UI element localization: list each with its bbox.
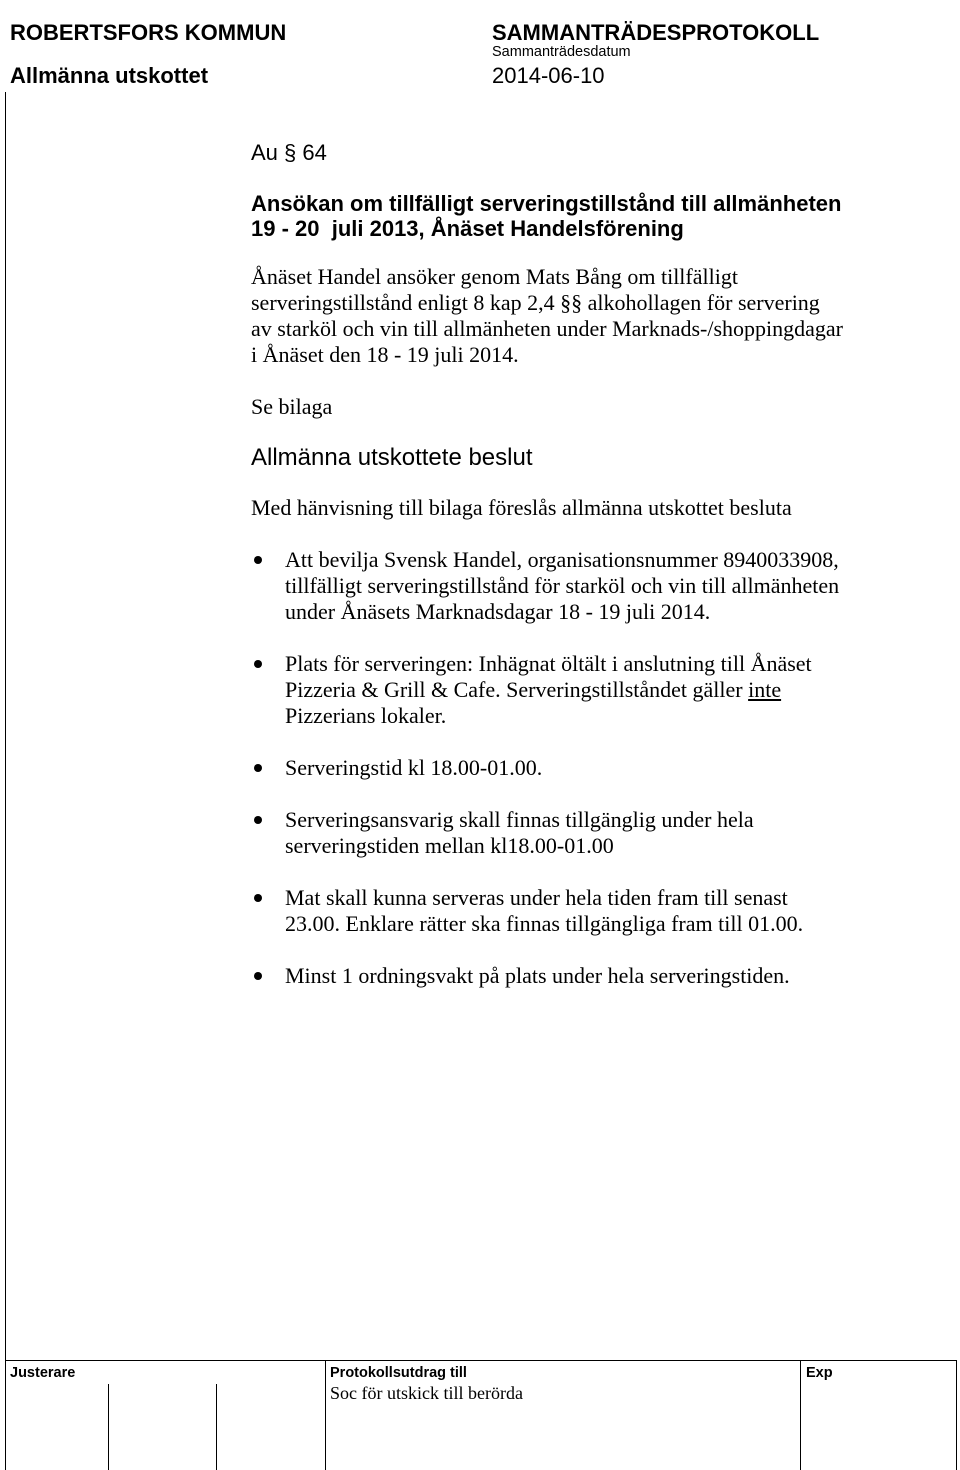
footer-column-divider bbox=[325, 1360, 326, 1470]
title-line: 19 - 20 juli 2013, Ånäset Handelsförening bbox=[251, 216, 684, 241]
text-line: Serveringstid kl 18.00-01.00. bbox=[285, 755, 543, 780]
bullet-icon bbox=[254, 816, 262, 824]
text-line: serveringstiden mellan kl18.00-01.00 bbox=[285, 833, 614, 858]
text-line: Serveringsansvarig skall finnas tillgänglig under hela bbox=[285, 807, 754, 832]
paragraph-title bbox=[251, 191, 841, 241]
adjusters-label: Justerare bbox=[10, 1365, 76, 1381]
bullet-icon bbox=[254, 972, 262, 980]
text-segment: Pizzeria & Grill & Cafe. Serveringstillståndet gäller bbox=[285, 677, 743, 702]
decision-heading: Allmänna utskottete beslut bbox=[251, 444, 533, 471]
decision-intro: Med hänvisning till bilaga föreslås allmänna utskottet besluta bbox=[251, 495, 792, 520]
text-line: serveringstillstånd enligt 8 kap 2,4 §§ alkohollagen för servering bbox=[251, 290, 820, 315]
dispatch-label: Exp bbox=[806, 1365, 833, 1381]
attachment-reference: Se bilaga bbox=[251, 394, 333, 419]
text-line: Minst 1 ordningsvakt på plats under hela serveringstiden. bbox=[285, 963, 790, 988]
text-line: 23.00. Enklare rätter ska finnas tillgängliga fram till 01.00. bbox=[285, 911, 804, 936]
bullet-icon bbox=[254, 764, 262, 772]
meeting-date-label: Sammanträdesdatum bbox=[492, 44, 631, 60]
organization-name: ROBERTSFORS KOMMUN bbox=[10, 20, 287, 45]
text-line: Mat skall kunna serveras under hela tiden fram till senast bbox=[285, 885, 788, 910]
text-line: Pizzerians lokaler. bbox=[285, 703, 447, 728]
bullet-icon bbox=[254, 660, 262, 668]
footer-column-divider bbox=[800, 1360, 801, 1470]
committee-name: Allmänna utskottet bbox=[10, 63, 209, 88]
text-line: tillfälligt serveringstillstånd för starköl och vin till allmänheten bbox=[285, 573, 840, 598]
text-line-with-emphasis bbox=[285, 677, 812, 703]
text-line: Plats för serveringen: Inhägnat öltält i anslutning till Ånäset bbox=[285, 651, 812, 676]
paragraph-number: Au § 64 bbox=[251, 140, 327, 165]
document-type: SAMMANTRÄDESPROTOKOLL bbox=[492, 20, 820, 45]
text-line: under Ånäsets Marknadsdagar 18 - 19 juli 2014. bbox=[285, 599, 711, 624]
extract-to-label: Protokollsutdrag till bbox=[330, 1365, 467, 1381]
title-line: Ansökan om tillfälligt serveringstillstånd till allmänheten bbox=[251, 191, 842, 216]
footer-top-rule bbox=[5, 1360, 957, 1361]
left-margin-rule bbox=[5, 92, 6, 1470]
bullet-icon bbox=[254, 556, 262, 564]
meeting-date: 2014-06-10 bbox=[492, 63, 605, 88]
text-line: Ånäset Handel ansöker genom Mats Bång om tillfälligt bbox=[251, 264, 738, 289]
text-line: Att bevilja Svensk Handel, organisationsnummer 8940033908, bbox=[285, 547, 839, 572]
background-text bbox=[251, 264, 843, 368]
footer-right-rule bbox=[956, 1360, 957, 1470]
signature-box-divider bbox=[216, 1384, 217, 1470]
text-line: i Ånäset den 18 - 19 juli 2014. bbox=[251, 342, 519, 367]
signature-box-divider bbox=[108, 1384, 109, 1470]
text-line: av starköl och vin till allmänheten under Marknads-/shoppingdagar bbox=[251, 316, 844, 341]
underlined-word: inte bbox=[748, 677, 782, 702]
bullet-icon bbox=[254, 894, 262, 902]
extract-to-recipients: Soc för utskick till berörda bbox=[330, 1383, 523, 1403]
